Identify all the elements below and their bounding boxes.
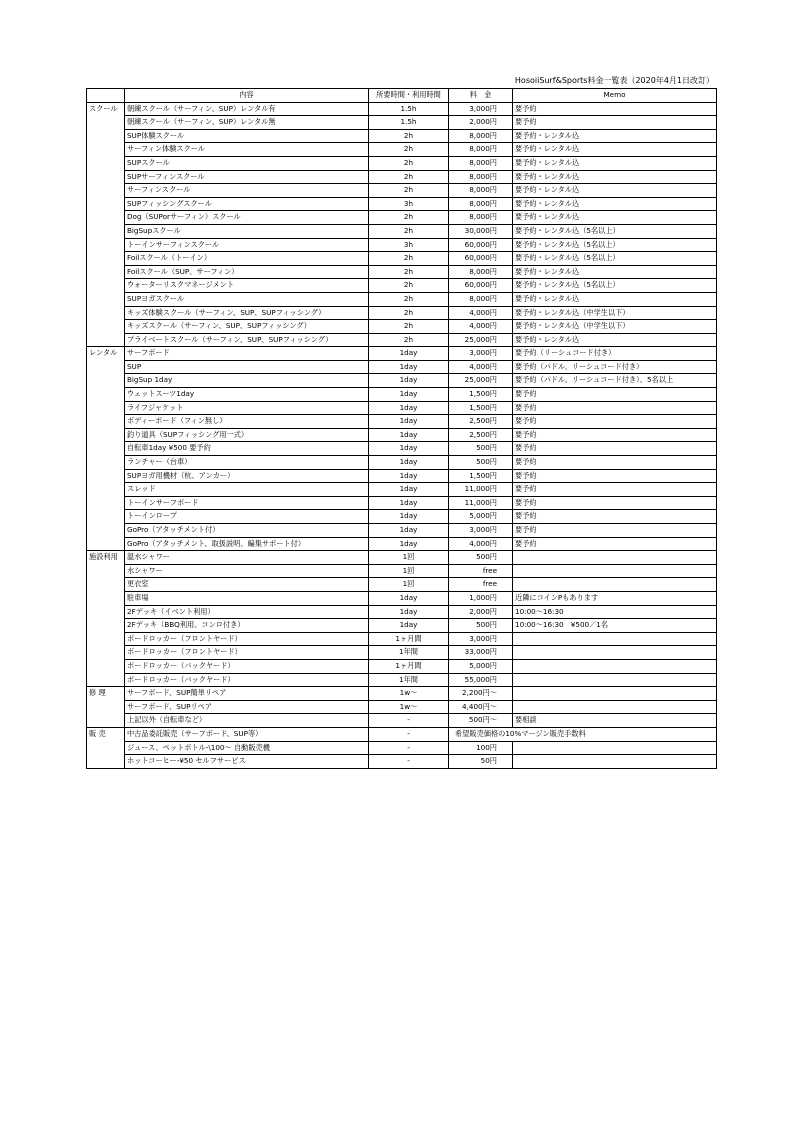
item-memo-cell [513,700,717,714]
item-name-cell: Foilスクール（トーイン） [125,252,369,266]
item-memo-cell: 要予約 [513,524,717,538]
item-price-cell: 4,000円 [449,537,513,551]
item-name-cell: ボードロッカー（バックヤード） [125,673,369,687]
table-row [87,714,717,728]
item-memo-cell: 要予約・レンタル込（中学生以下） [513,306,717,320]
item-memo-cell: 要予約 [513,401,717,415]
item-price-cell: 8,000円 [449,170,513,184]
item-note-cell: 希望販売価格の10%マージン販売手数料 [449,727,717,741]
item-name-cell: GoPro（アタッチメント付） [125,524,369,538]
item-memo-cell: 要予約・レンタル込（5名以上） [513,238,717,252]
item-memo-cell: 要予約 [513,415,717,429]
item-time-cell: 1回 [369,578,449,592]
table-row [87,102,717,116]
item-price-cell: 50円 [449,755,513,769]
item-price-cell: 500円 [449,456,513,470]
item-memo-cell: 要予約・レンタル込 [513,265,717,279]
item-price-cell: 25,000円 [449,333,513,347]
table-row [87,632,717,646]
table-row [87,116,717,130]
item-memo-cell: 要予約・レンタル込 [513,170,717,184]
item-time-cell: - [369,741,449,755]
table-row [87,741,717,755]
item-price-cell: 60,000円 [449,238,513,252]
item-memo-cell: 要予約・レンタル込（5名以上） [513,224,717,238]
table-row [87,347,717,361]
table-row [87,483,717,497]
item-name-cell: トーインサーフボード [125,496,369,510]
category-cell: 修 理 [87,687,125,728]
item-memo-cell: 要予約 [513,483,717,497]
item-time-cell: - [369,714,449,728]
item-time-cell: 3h [369,238,449,252]
item-memo-cell [513,564,717,578]
item-time-cell: 2h [369,129,449,143]
item-memo-cell: 要予約・レンタル込 [513,184,717,198]
item-time-cell: 2h [369,184,449,198]
table-row [87,252,717,266]
item-price-cell: free [449,564,513,578]
table-row [87,700,717,714]
item-name-cell: キッズ体験スクール（サーフィン、SUP、SUPフィッシング） [125,306,369,320]
item-name-cell: サーフィンスクール [125,184,369,198]
item-name-cell: SUPヨガ用機材（杭、アンカー） [125,469,369,483]
item-name-cell: 中古品委託販売（サーフボード、SUP等） [125,727,369,741]
item-name-cell: 釣り道具（SUPフィッシング用一式） [125,428,369,442]
table-row [87,442,717,456]
table-row [87,510,717,524]
table-row [87,551,717,565]
item-memo-cell: 要相談 [513,714,717,728]
item-name-cell: トーインサーフィンスクール [125,238,369,252]
item-name-cell: 自転車1day ¥500 要予約 [125,442,369,456]
item-price-cell: 8,000円 [449,143,513,157]
item-time-cell: 1day [369,388,449,402]
item-price-cell: 8,000円 [449,292,513,306]
price-table [86,88,717,769]
item-memo-cell: 要予約 [513,116,717,130]
item-time-cell: 1day [369,591,449,605]
item-price-cell: 2,500円 [449,428,513,442]
table-row [87,211,717,225]
item-price-cell: 5,000円 [449,510,513,524]
table-row [87,360,717,374]
table-row [87,265,717,279]
item-price-cell: 8,000円 [449,156,513,170]
item-time-cell: 2h [369,292,449,306]
item-time-cell: 1day [369,360,449,374]
table-row [87,578,717,592]
item-memo-cell: 要予約・レンタル込 [513,333,717,347]
item-name-cell: スレッド [125,483,369,497]
table-row [87,619,717,633]
item-time-cell: 1.5h [369,116,449,130]
item-price-cell: 1,000円 [449,591,513,605]
item-time-cell: 1回 [369,551,449,565]
table-row [87,591,717,605]
item-time-cell: 1day [369,510,449,524]
item-memo-cell [513,755,717,769]
item-price-cell: 3,000円 [449,102,513,116]
header-memo: Memo [513,89,717,103]
item-memo-cell [513,578,717,592]
table-row [87,184,717,198]
table-row [87,469,717,483]
item-time-cell: 1day [369,442,449,456]
item-price-cell: 30,000円 [449,224,513,238]
table-row [87,727,717,741]
header-category [87,89,125,103]
item-price-cell: 3,000円 [449,347,513,361]
item-time-cell: 1ヶ月間 [369,632,449,646]
item-price-cell: 500円 [449,442,513,456]
item-name-cell: SUPサーフィンスクール [125,170,369,184]
table-row [87,687,717,701]
item-memo-cell: 要予約・レンタル込（中学生以下） [513,320,717,334]
item-memo-cell [513,673,717,687]
table-row [87,388,717,402]
item-time-cell: 2h [369,306,449,320]
category-cell: 販 売 [87,727,125,768]
table-row [87,143,717,157]
item-name-cell: サーフィン体験スクール [125,143,369,157]
item-name-cell: ランチャー（台車） [125,456,369,470]
item-time-cell: 1day [369,374,449,388]
table-row [87,646,717,660]
category-cell: スクール [87,102,125,347]
item-time-cell: 2h [369,333,449,347]
item-name-cell: BigSupスクール [125,224,369,238]
item-price-cell: 2,000円 [449,605,513,619]
item-time-cell: 1ヶ月間 [369,659,449,673]
item-price-cell: 55,000円 [449,673,513,687]
item-memo-cell [513,659,717,673]
item-time-cell: 1day [369,428,449,442]
header-row [87,89,717,103]
item-memo-cell [513,632,717,646]
item-memo-cell: 10:00～16:30 ¥500／1名 [513,619,717,633]
item-price-cell: 8,000円 [449,197,513,211]
item-memo-cell: 要予約 [513,442,717,456]
item-time-cell: 1day [369,496,449,510]
item-price-cell: 500円 [449,551,513,565]
item-memo-cell: 要予約 [513,456,717,470]
item-name-cell: 温水シャワー [125,551,369,565]
item-time-cell: 1w～ [369,687,449,701]
item-time-cell: - [369,755,449,769]
item-time-cell: 2h [369,265,449,279]
item-memo-cell: 要予約 [513,496,717,510]
item-time-cell: 1day [369,524,449,538]
item-memo-cell: 要予約・レンタル込 [513,197,717,211]
item-price-cell: 8,000円 [449,211,513,225]
item-memo-cell: 要予約（パドル、リーシュコード付き） [513,360,717,374]
table-row [87,401,717,415]
item-time-cell: 1day [369,347,449,361]
item-memo-cell: 要予約 [513,469,717,483]
table-row [87,456,717,470]
item-memo-cell: 要予約・レンタル込 [513,292,717,306]
item-time-cell: 2h [369,279,449,293]
table-row [87,156,717,170]
page-title: HosoiiSurf&Sports料金一覧表（2020年4月1日改訂） [514,76,714,85]
item-time-cell: - [369,727,449,741]
item-name-cell: 更衣室 [125,578,369,592]
item-memo-cell [513,741,717,755]
item-price-cell: 1,500円 [449,401,513,415]
item-name-cell: プライベートスクール（サーフィン、SUP、SUPフィッシング） [125,333,369,347]
item-memo-cell: 要予約・レンタル込（5名以上） [513,252,717,266]
item-price-cell: 2,200円～ [449,687,513,701]
item-memo-cell [513,646,717,660]
item-name-cell: 駐車場 [125,591,369,605]
category-cell: 施設利用 [87,551,125,687]
item-time-cell: 2h [369,320,449,334]
item-name-cell: サーフボード [125,347,369,361]
item-memo-cell: 要予約 [513,510,717,524]
item-name-cell: ウェットスーツ1day [125,388,369,402]
item-time-cell: 1day [369,483,449,497]
item-price-cell: free [449,578,513,592]
item-time-cell: 1day [369,401,449,415]
item-price-cell: 2,000円 [449,116,513,130]
item-time-cell: 1年間 [369,673,449,687]
category-cell: レンタル [87,347,125,551]
item-price-cell: 3,000円 [449,524,513,538]
item-price-cell: 4,000円 [449,360,513,374]
item-name-cell: SUP体験スクール [125,129,369,143]
item-price-cell: 5,000円 [449,659,513,673]
item-memo-cell: 要予約 [513,388,717,402]
item-time-cell: 3h [369,197,449,211]
table-row [87,170,717,184]
item-price-cell: 8,000円 [449,184,513,198]
item-price-cell: 4,400円～ [449,700,513,714]
item-time-cell: 2h [369,252,449,266]
item-price-cell: 500円～ [449,714,513,728]
item-name-cell: SUP [125,360,369,374]
item-name-cell: GoPro（アタッチメント、取扱説明、編集サポート付） [125,537,369,551]
table-row [87,333,717,347]
item-memo-cell: 要予約・レンタル込 [513,143,717,157]
item-price-cell: 8,000円 [449,265,513,279]
item-memo-cell: 要予約（パドル、リーシュコード付き）、5名以上 [513,374,717,388]
header-price: 料 金 [449,89,513,103]
item-name-cell: 上記以外（自転車など） [125,714,369,728]
table-row [87,292,717,306]
item-price-cell: 8,000円 [449,129,513,143]
item-time-cell: 1day [369,619,449,633]
item-time-cell: 1w～ [369,700,449,714]
table-row [87,224,717,238]
item-time-cell: 2h [369,224,449,238]
table-row [87,197,717,211]
item-memo-cell [513,687,717,701]
item-name-cell: SUPフィッシングスクール [125,197,369,211]
item-name-cell: ウォーターリスクマネージメント [125,279,369,293]
item-time-cell: 2h [369,211,449,225]
item-time-cell: 1day [369,415,449,429]
item-name-cell: ボードロッカー（フロントヤード） [125,632,369,646]
item-price-cell: 3,000円 [449,632,513,646]
header-time: 所要時間・利用時間 [369,89,449,103]
item-memo-cell: 要予約・レンタル込 [513,156,717,170]
item-price-cell: 500円 [449,619,513,633]
table-row [87,428,717,442]
item-memo-cell: 要予約・レンタル込 [513,211,717,225]
item-time-cell: 1day [369,605,449,619]
item-name-cell: サーフボード、SUPリペア [125,700,369,714]
table-row [87,537,717,551]
item-name-cell: Dog（SUPorサーフィン）スクール [125,211,369,225]
item-price-cell: 2,500円 [449,415,513,429]
table-row [87,320,717,334]
item-price-cell: 4,000円 [449,306,513,320]
table-row [87,673,717,687]
item-price-cell: 60,000円 [449,279,513,293]
table-row [87,306,717,320]
item-memo-cell: 要予約・レンタル込 [513,129,717,143]
item-name-cell: Foilスクール（SUP、サーフィン） [125,265,369,279]
item-price-cell: 11,000円 [449,496,513,510]
header-content: 内容 [125,89,369,103]
item-time-cell: 2h [369,170,449,184]
item-name-cell: 2Fデッキ（BBQ利用、コンロ付き） [125,619,369,633]
item-name-cell: 水シャワー [125,564,369,578]
item-memo-cell: 10:00～16:30 [513,605,717,619]
table-row [87,564,717,578]
table-row [87,605,717,619]
item-name-cell: ボードロッカー（フロントヤード） [125,646,369,660]
item-time-cell: 1day [369,469,449,483]
table-row [87,279,717,293]
item-name-cell: サーフボード、SUP簡単リペア [125,687,369,701]
item-price-cell: 4,000円 [449,320,513,334]
table-row [87,659,717,673]
item-name-cell: トーインロープ [125,510,369,524]
item-price-cell: 100円 [449,741,513,755]
item-name-cell: SUPヨガスクール [125,292,369,306]
item-time-cell: 2h [369,143,449,157]
item-name-cell: 朝練スクール（サーフィン、SUP）レンタル無 [125,116,369,130]
item-name-cell: ライフジャケット [125,401,369,415]
item-price-cell: 1,500円 [449,469,513,483]
table-row [87,524,717,538]
item-price-cell: 11,000円 [449,483,513,497]
item-time-cell: 1.5h [369,102,449,116]
item-time-cell: 1day [369,537,449,551]
item-memo-cell: 要予約 [513,428,717,442]
table-row [87,496,717,510]
table-body [87,102,717,768]
item-time-cell: 1day [369,456,449,470]
table-row [87,238,717,252]
item-memo-cell: 要予約 [513,102,717,116]
item-name-cell: BigSup 1day [125,374,369,388]
item-name-cell: ボディーボード（フィン無し） [125,415,369,429]
item-memo-cell [513,551,717,565]
item-price-cell: 1,500円 [449,388,513,402]
item-name-cell: ボードロッカー（バックヤード） [125,659,369,673]
item-price-cell: 33,000円 [449,646,513,660]
item-name-cell: ジュース、ペットボトル-\100～ 自動販売機 [125,741,369,755]
item-memo-cell: 近隣にコインPもあります [513,591,717,605]
item-time-cell: 2h [369,156,449,170]
item-time-cell: 1回 [369,564,449,578]
table-row [87,755,717,769]
item-name-cell: ホットコーヒー-¥50 セルフサービス [125,755,369,769]
item-name-cell: 2Fデッキ（イベント利用） [125,605,369,619]
item-name-cell: キッズスクール（サーフィン、SUP、SUPフィッシング） [125,320,369,334]
item-memo-cell: 要予約（リーシュコード付き） [513,347,717,361]
item-memo-cell: 要予約 [513,537,717,551]
table-row [87,415,717,429]
table-row [87,374,717,388]
item-time-cell: 1年間 [369,646,449,660]
item-memo-cell: 要予約・レンタル込（5名以上） [513,279,717,293]
item-price-cell: 60,000円 [449,252,513,266]
table-row [87,129,717,143]
item-price-cell: 25,000円 [449,374,513,388]
item-name-cell: SUPスクール [125,156,369,170]
item-name-cell: 朝練スクール（サーフィン、SUP）レンタル有 [125,102,369,116]
